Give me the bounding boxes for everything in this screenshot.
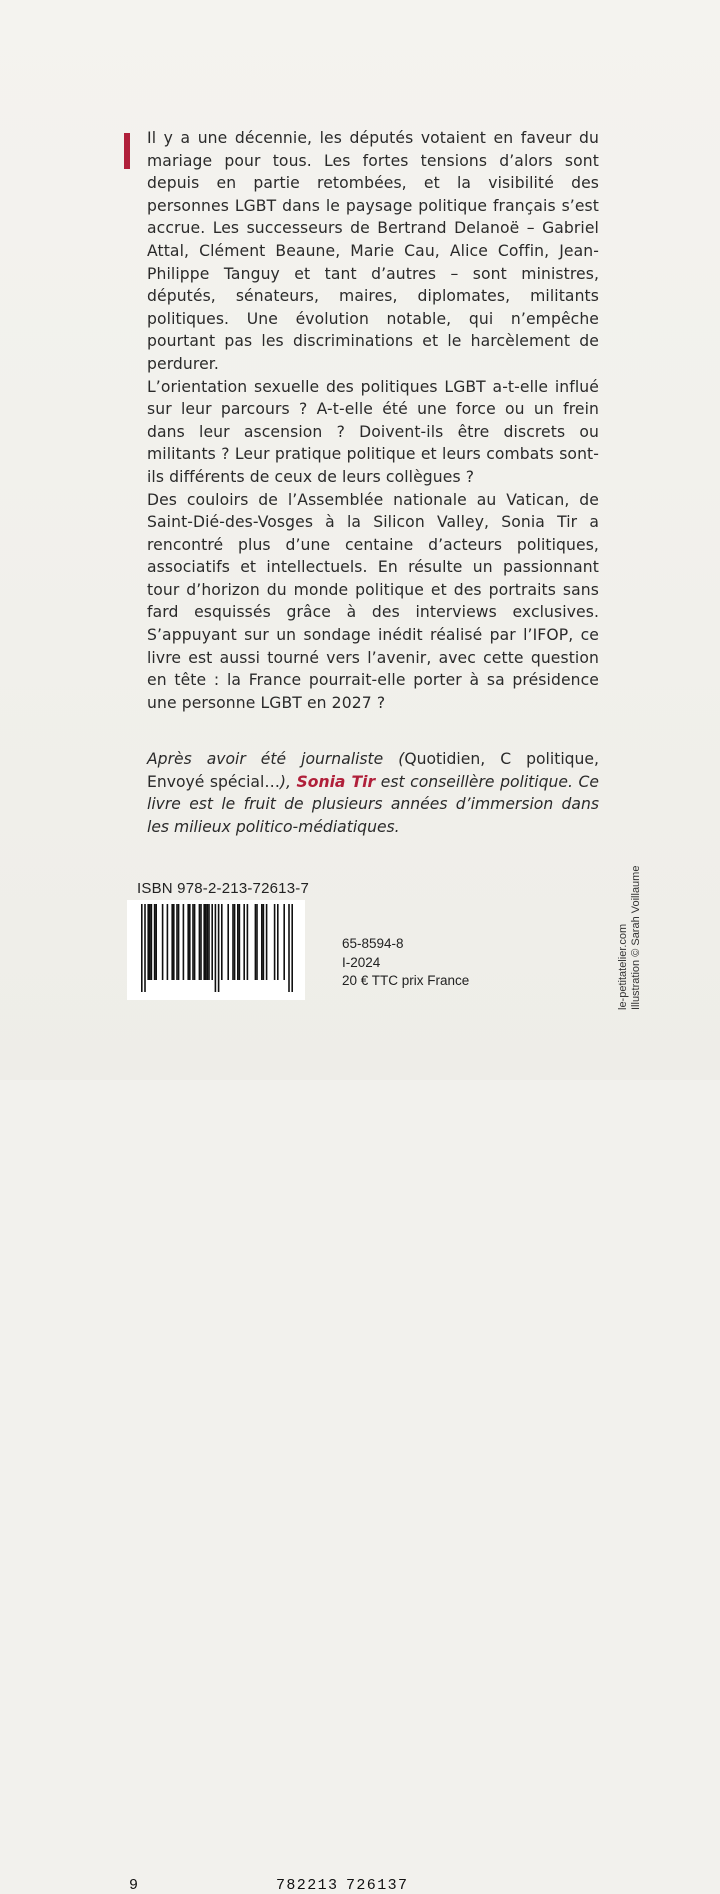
barcode-bar [183, 904, 185, 980]
barcode-bar [234, 904, 236, 980]
barcode-bar [247, 904, 249, 980]
bio-part-4: est conseillère politique. Ce livre est le fruit de plusieurs années d’immersion dans les milieux politico-médiatiques. [147, 772, 600, 836]
barcode-bar [227, 904, 229, 980]
vertical-credits [617, 866, 643, 1010]
blurb-paragraph-3: Des couloirs de l’Assemblée nationale au Vatican, de Saint-Dié-des-Vosges à la Silicon Valley, Sonia Tir a rencontré plus d’une centaine d’acteurs politiques, associatifs et intellectuels. En résulte un passionnant tour d’horizon du monde politique et des portraits sans fard esquissés grâce à des interviews exclusives. S’appuyant sur un sondage inédit réalisé par l’IFOP, ce livre est aussi tourné vers l’avenir, avec cette question en tête : la France pourrait-elle porter à sa présidence une personne LGBT en 2027 ? [147, 490, 599, 712]
barcode-bar [154, 904, 156, 980]
barcode-bar [239, 904, 241, 980]
barcode-bar [263, 904, 265, 980]
barcode-bar [187, 904, 189, 980]
barcode-bar [147, 904, 149, 980]
barcode-bar [199, 904, 201, 980]
blurb-first-paragraph [147, 127, 599, 376]
barcode-digits-left: 782213 [276, 1877, 339, 1894]
barcode-bar [189, 904, 191, 980]
barcode-bar [203, 904, 205, 980]
credit-illustration: Illustration © Sarah Voillaume [630, 865, 642, 1010]
first-letter: I [147, 129, 152, 147]
barcode-bar [291, 904, 293, 992]
blurb-text [147, 127, 599, 714]
isbn-label: ISBN 978-2-213-72613-7 [137, 880, 310, 897]
barcode-bar [256, 904, 258, 980]
pub-code: 65-8594-8 [342, 936, 404, 951]
barcode-bar [266, 904, 268, 980]
barcode-bar [205, 904, 207, 980]
bio-part-3: ), [279, 772, 297, 791]
barcode-digits-right: 726137 [346, 1877, 409, 1894]
barcode-bar [208, 904, 210, 980]
barcode-bar [176, 904, 178, 980]
barcode-bar [149, 904, 151, 980]
barcode-bar [218, 904, 220, 992]
barcode-bar [162, 904, 164, 980]
barcode-bar [274, 904, 276, 980]
barcode-bar [255, 904, 257, 980]
barcode-bar [194, 904, 196, 980]
barcode-bar [141, 904, 143, 992]
barcode-bars [127, 900, 305, 1000]
barcode-bar [167, 904, 169, 980]
barcode-bar [192, 904, 194, 980]
barcode-bar [211, 904, 213, 980]
blurb-paragraph-1: l y a une décennie, les députés votaient en faveur du mariage pour tous. Les fortes tensions d’alors sont depuis en partie retombées, et la visibilité des personnes LGBT dans le paysage politique français s’est accrue. Les successeurs de Bertrand Delanoë – Gabriel Attal, Clément Beaune, Marie Cau, Alice Coffin, Jean-Philippe Tanguy et tant d’autres – sont ministres, députés, sénateurs, maires, diplomates, militants politiques. Une évolution notable, qui n’empêche pourtant pas les discriminations et le harcèlement de perdurer. [147, 129, 599, 373]
barcode-bar [277, 904, 279, 980]
author-bio [147, 748, 599, 838]
barcode-bar [151, 904, 153, 980]
bio-part-1: Après avoir été journaliste ( [147, 750, 405, 768]
pub-price: 20 € TTC prix France [342, 973, 470, 988]
bio-media-list: Quotidien, C politique, Envoyé spécial… [147, 750, 599, 791]
barcode-bar [237, 904, 239, 980]
credit-website: le-petitatelier.com [617, 923, 629, 1010]
barcode-bar [155, 904, 157, 980]
barcode-bar [261, 904, 263, 980]
barcode-bar [283, 904, 285, 980]
barcode-bar [215, 904, 217, 992]
blurb-paragraph-2: L’orientation sexuelle des politiques LGBT a-t-elle influé sur leur parcours ? A-t-elle été une force ou un frein dans leur ascension ? Doivent-ils être discrets ou militants ? Leur pratique politique et leurs combats sont-ils différents de ceux de leurs collègues ? [147, 377, 599, 486]
barcode-bar [232, 904, 234, 980]
barcode-bar [173, 904, 175, 980]
author-name: Sonia Tir [296, 772, 376, 791]
barcode-bar [243, 904, 245, 980]
barcode-bar [171, 904, 173, 980]
barcode-bar [200, 904, 202, 980]
publication-info [342, 935, 469, 991]
red-accent-bar [124, 133, 130, 169]
barcode-bar [144, 904, 146, 992]
pub-edition: I-2024 [342, 954, 381, 970]
barcode-bar [221, 904, 223, 980]
barcode-bar [288, 904, 290, 992]
barcode-digit-first: 9 [129, 1877, 139, 1894]
barcode-bar [178, 904, 180, 980]
barcode-bar [207, 904, 209, 980]
